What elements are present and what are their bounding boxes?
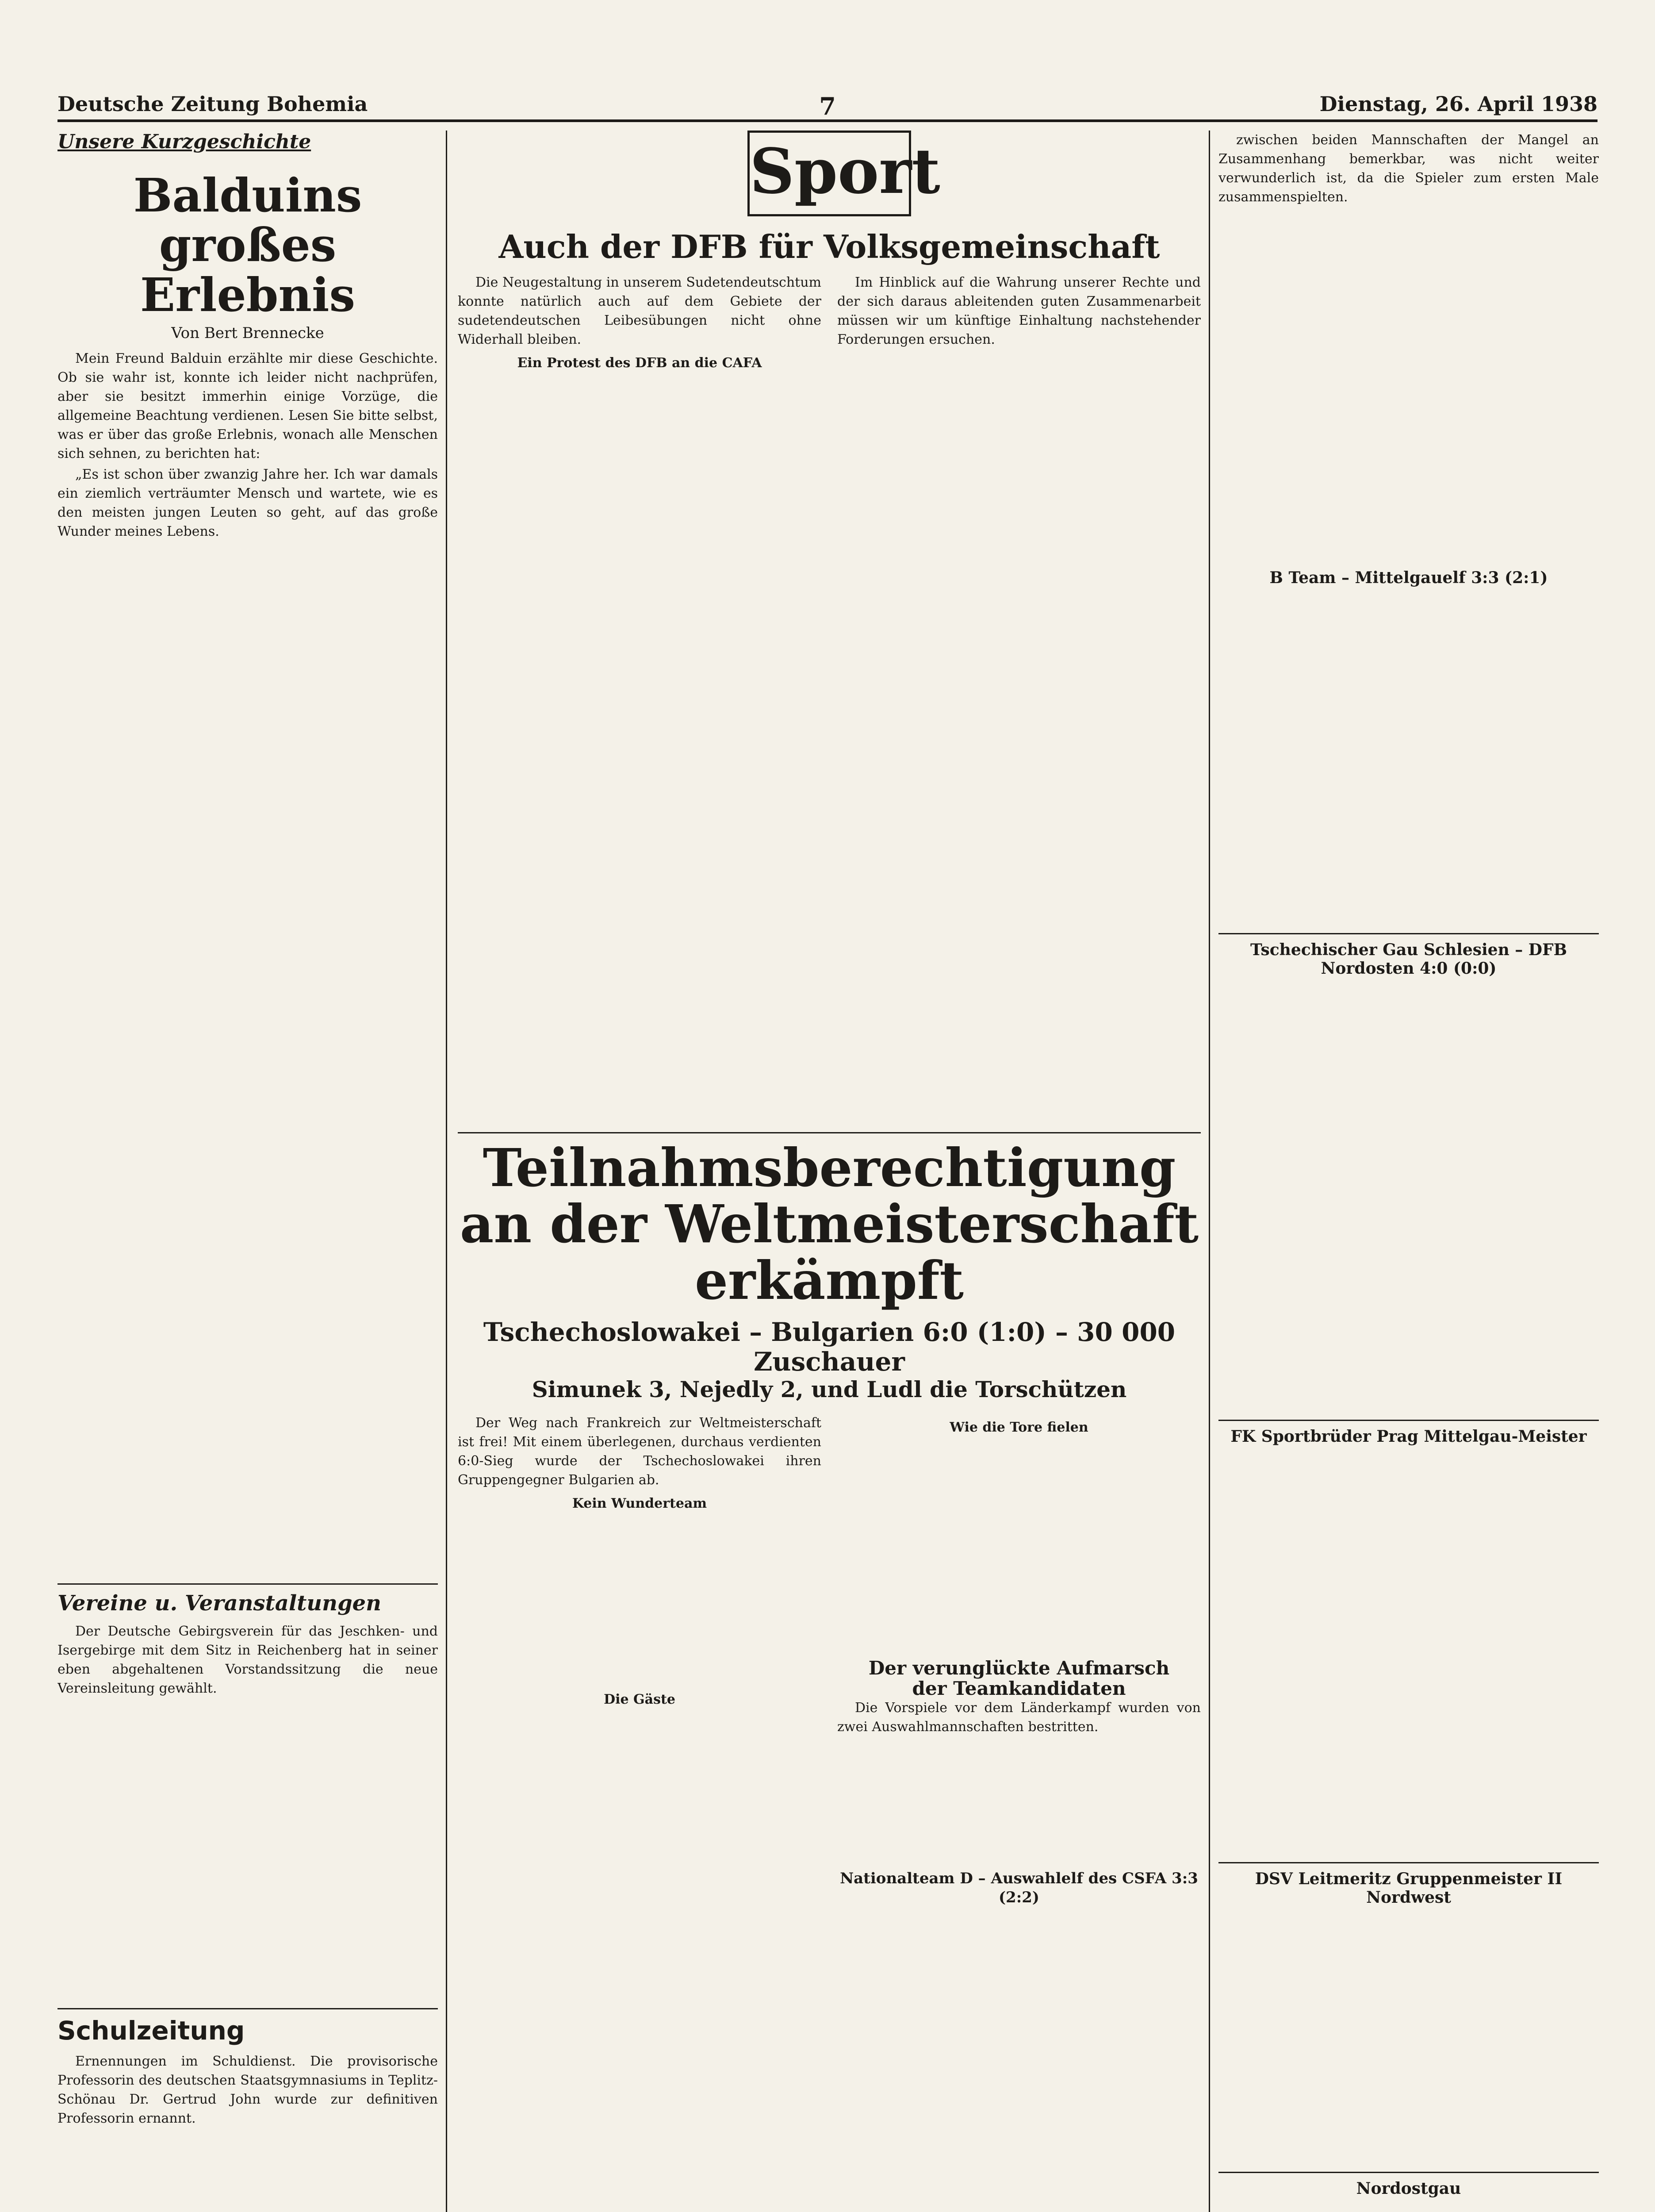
dsv-heading: DSV Leitmeritz Gruppenmeister II Nordwest <box>1255 1870 1563 1907</box>
column-rule <box>446 131 447 2212</box>
vereine-text <box>57 1622 438 1698</box>
nordgau-heading: Nordostgau <box>1356 2179 1461 2198</box>
nordgau-section <box>1218 2166 1599 2212</box>
subheading-aufmarsch-line1: Der verunglückte Aufmarsch <box>868 1657 1170 1679</box>
publikum-section <box>57 2210 438 2212</box>
page-number: 7 <box>819 92 836 120</box>
headline-wm-line1: Teilnahmsberechtigung <box>483 1137 1176 1198</box>
fk-section <box>1218 1413 1599 1767</box>
story-text <box>57 349 438 541</box>
continuation-text <box>1218 131 1599 207</box>
subheading-gaeste: Die Gäste <box>604 1692 675 1708</box>
story-paragraph: „Es ist schon über zwanzig Jahre her. Ich war damals ein ziemlich verträumter Mensch und wartete, wie es den meisten jungen Leuten so geht, auf das große Wunder meines Lebens. <box>57 466 438 539</box>
issue-date: Dienstag, 26. April 1938 <box>1319 92 1598 116</box>
vereine-heading: Vereine u. Veranstaltungen <box>57 1591 382 1616</box>
dsv-section <box>1218 1856 1599 2121</box>
dfb-article <box>458 273 1201 375</box>
subheading-aufmarsch-line2: der Teamkandidaten <box>912 1677 1126 1699</box>
story-section <box>57 131 438 1015</box>
story-title-line1: Balduins <box>133 168 362 223</box>
story-paragraph: Mein Freund Balduin erzählte mir diese Geschichte. Ob sie wahr ist, konnte ich leider nicht nachprüfen, aber sie besitzt immerhin einige Vorzüge, die allgemeine Beachtung verdienen. Lesen Sie bitte selbst, was er über das große Erlebnis, wonach alle Menschen sich sehnen, zu berichten hat: <box>57 350 438 461</box>
gau-heading: Tschechischer Gau Schlesien – DFB Nordosten 4:0 (0:0) <box>1250 941 1567 978</box>
b-team-section <box>1218 564 1599 962</box>
subheading-tore: Wie die Tore fielen <box>950 1420 1088 1436</box>
section-kicker: Unsere Kurzgeschichte <box>57 131 311 153</box>
sport-section <box>458 131 1201 1082</box>
schule-paragraph: Ernennungen im Schuldienst. Die provisorische Professorin des deutschen Staatsgymnasiums in Teplitz-Schönau Dr. Gertrud John wurde zur definitiven Professorin ernannt. <box>57 2054 438 2126</box>
scoreline: Tschechoslowakei – Bulgarien 6:0 (1:0) – 30 000 Zuschauer <box>483 1317 1176 1377</box>
schule-text <box>57 2052 438 2128</box>
column-right <box>1218 131 1599 2212</box>
column-center <box>458 131 1201 2212</box>
page-header <box>57 88 1598 122</box>
report-continuation <box>1218 131 1599 573</box>
column-rule <box>1209 131 1210 2212</box>
subheading-nationalteam: Nationalteam D – Auswahlelf des CSFA 3:3 (2:2) <box>840 1869 1198 1906</box>
subheading-wunderteam: Kein Wunderteam <box>572 1496 707 1512</box>
column-left <box>57 131 438 2212</box>
newspaper-name: Deutsche Zeitung Bohemia <box>57 92 368 116</box>
vereine-section <box>57 1577 438 1958</box>
headline-wm <box>458 1137 1201 1311</box>
gau-section <box>1218 927 1599 1325</box>
story-title-line2: großes Erlebnis <box>140 218 356 322</box>
article-paragraph: Im Hinblick auf die Wahrung unserer Rechte und der sich daraus ableitenden guten Zusammenarbeit müssen wir um künftige Einhaltung nachstehender Forderungen ersuchen. <box>837 274 1201 347</box>
wm-section <box>458 1126 1201 2212</box>
subheading-aufmarsch <box>837 1658 1201 1698</box>
fk-heading: FK Sportbrüder Prag Mittelgau-Meister <box>1230 1427 1587 1446</box>
byline: Von Bert Brennecke <box>171 324 324 342</box>
article-paragraph: Die Neugestaltung in unserem Sudetendeutschtum konnte natürlich auch auf dem Gebiete der sudetendeutschen Leibesübungen nicht ohne Widerhall bleiben. <box>458 274 821 347</box>
vereine-paragraph: Der Deutsche Gebirgsverein für das Jeschken- und Isergebirge mit dem Sitz in Reichenberg hat in seiner eben abgehaltenen Vorstandssitzung die neue Vereinsleitung gewählt. <box>57 1624 438 1696</box>
wm-article <box>458 1413 1201 1910</box>
subheading-protest: Ein Protest des DFB an die CAFA <box>517 355 762 371</box>
section-title-sport: Sport <box>747 131 911 216</box>
schule-section <box>57 2002 438 2179</box>
b-team-heading: B Team – Mittelgauelf 3:3 (2:1) <box>1269 568 1548 587</box>
article-paragraph: Die Vorspiele vor dem Länderkampf wurden von zwei Auswahlmannschaften bestritten. <box>837 1700 1201 1735</box>
headline-dfb: Auch der DFB für Volksgemeinschaft <box>498 228 1160 265</box>
story-title <box>57 168 438 322</box>
scorers: Simunek 3, Nejedly 2, und Ludl die Torschützen <box>532 1376 1127 1402</box>
schule-heading: Schulzeitung <box>57 2016 245 2046</box>
headline-wm-line2: an der Weltmeisterschaft erkämpft <box>460 1193 1199 1311</box>
article-paragraph: zwischen beiden Mannschaften der Mangel an Zusammenhang bemerkbar, was nicht weiter verwunderlich ist, da die Spieler zum ersten Male zusammenspielten. <box>1218 132 1599 205</box>
article-paragraph: Der Weg nach Frankreich zur Weltmeisterschaft ist frei! Mit einem überlegenen, durchaus verdienten 6:0-Sieg wurde der Tschechoslowakei ihren Gruppengegner Bulgarien ab. <box>458 1415 821 1488</box>
